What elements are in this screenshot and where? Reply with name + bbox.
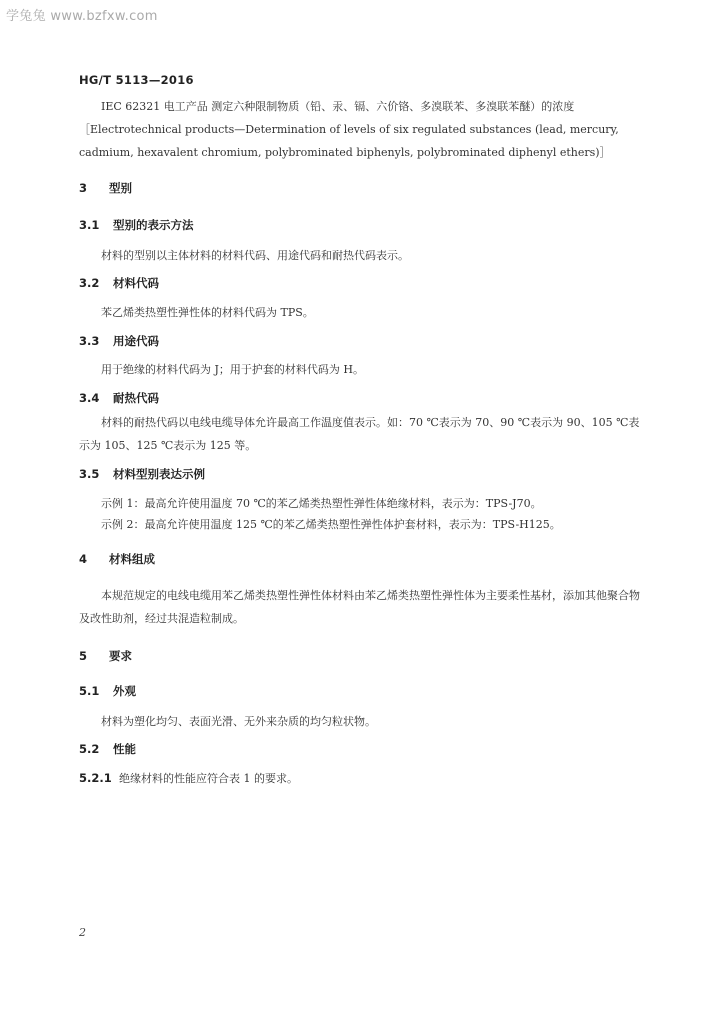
section-number: 3.4 [79,391,100,405]
section-number: 4 [79,552,88,566]
watermark: 学兔兔 www.bzfxw.com [6,9,158,24]
example-1: 示例 1：最高允许使用温度 70 ℃的苯乙烯类热塑性弹性体绝缘材料，表示为：TPS-J70。 [101,497,542,510]
example-2: 示例 2：最高允许使用温度 125 ℃的苯乙烯类热塑性弹性体护套材料，表示为：TPS-H125。 [101,518,561,531]
section-4-text: 本规范规定的电线电缆用苯乙烯类热塑性弹性体材料由苯乙烯类热塑性弹性体为主要柔性基材，添加其他聚合物及改性助剂，经过共混造粒制成。 [79,589,640,625]
section-5-1-text: 材料为塑化均匀、表面光滑、无外来杂质的均匀粒状物。 [101,715,376,728]
section-5-1-heading [79,683,136,699]
section-number: 3 [79,181,88,195]
page-number: 2 [79,926,86,939]
section-number: 5 [79,649,88,663]
section-number: 3.2 [79,276,100,290]
section-title: 型别 [109,181,132,195]
section-3-2-heading [79,275,159,291]
section-number: 5.2 [79,742,100,756]
section-5-2-1-line [79,770,298,786]
section-5-heading [79,648,132,664]
section-title: 用途代码 [113,334,159,348]
section-title: 外观 [113,684,136,698]
section-3-3-heading [79,333,159,349]
section-number: 3.3 [79,334,100,348]
section-title: 材料组成 [109,552,155,566]
standard-header: HG/T 5113—2016 [79,73,194,87]
section-title: 耐热代码 [113,391,159,405]
section-title: 性能 [113,742,136,756]
section-3-2-text: 苯乙烯类热塑性弹性体的材料代码为 TPS。 [101,306,314,319]
section-number: 5.1 [79,684,100,698]
section-4-heading [79,551,155,567]
section-3-5-heading [79,466,205,482]
section-title: 材料代码 [113,276,159,290]
section-3-3-text: 用于绝缘的材料代码为 J；用于护套的材料代码为 H。 [101,363,364,376]
section-title: 型别的表示方法 [113,218,194,232]
section-3-1-text: 材料的型别以主体材料的材料代码、用途代码和耐热代码表示。 [101,249,409,262]
section-3-4-text: 材料的耐热代码以电线电缆导体允许最高工作温度值表示。如：70 ℃表示为 70、90 ℃表示为 90、105 ℃表示为 105、125 ℃表示为 125 等。 [79,416,640,452]
section-5-2-heading [79,741,136,757]
section-number: 5.2.1 [79,771,112,785]
section-5-2-1-text: 绝缘材料的性能应符合表 1 的要求。 [119,772,298,785]
reference-paragraph: IEC 62321 电工产品 测定六种限制物质（铅、汞、镉、六价铬、多溴联苯、多溴联苯醚）的浓度［Electrotechnical products—Determination of levels of six regulated substances (lead, mercury, cadmium, hexavalent chromium, polybrominated biphenyls, polybrominated diphenyl ethers)］ [79,100,619,159]
section-number: 3.5 [79,467,100,481]
section-number: 3.1 [79,218,100,232]
section-3-heading [79,180,132,196]
section-title: 要求 [109,649,132,663]
section-title: 材料型别表达示例 [113,467,205,481]
section-3-4-heading [79,390,159,406]
section-3-1-heading [79,217,194,233]
